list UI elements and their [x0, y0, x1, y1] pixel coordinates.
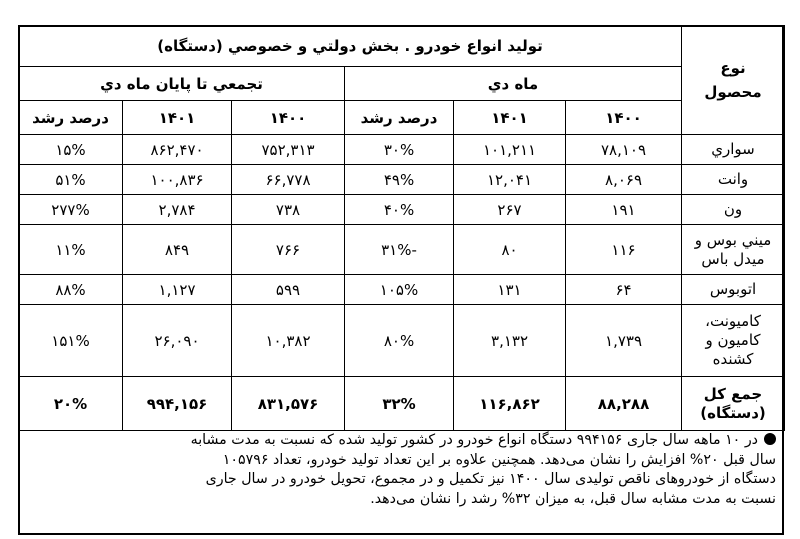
cell-cg: ۲۰%: [19, 377, 123, 431]
row-label-line: وانت: [717, 170, 749, 188]
cell-c1401: ۲۶,۰۹۰: [123, 305, 232, 377]
cell-c1401: ۸۴۹: [123, 225, 232, 275]
col-header-1401: ۱۴۰۱: [454, 101, 566, 135]
group-header-month: ماه دي: [345, 67, 682, 101]
cell-m1401: ۱۳۱: [454, 275, 566, 305]
cell-cg: ۱۵۱%: [19, 305, 123, 377]
cell-c1400: ۸۳۱,۵۷۶: [232, 377, 345, 431]
cell-cg: ۱۱%: [19, 225, 123, 275]
cell-m1401: ۱۱۶,۸۶۲: [454, 377, 566, 431]
cell-c1401: ۱,۱۲۷: [123, 275, 232, 305]
row-label: [682, 195, 785, 225]
row-label: [682, 225, 785, 275]
cell-c1400: ۵۹۹: [232, 275, 345, 305]
production-table: [18, 25, 785, 431]
corner-header-line: محصول: [704, 83, 762, 101]
table-row: [19, 195, 785, 225]
footnote: [24, 431, 776, 509]
cell-m1400: ۸,۰۶۹: [566, 165, 682, 195]
row-label: [682, 377, 785, 431]
table-row: [19, 135, 785, 165]
cell-c1401: ۱۰۰,۸۳۶: [123, 165, 232, 195]
cell-c1400: ۷۵۲,۳۱۳: [232, 135, 345, 165]
cell-m1401: ۳,۱۳۲: [454, 305, 566, 377]
col-header-1400: ۱۴۰۰: [566, 101, 682, 135]
cell-c1401: ۸۶۲,۴۷۰: [123, 135, 232, 165]
group-header-cumulative: تجمعي تا پايان ماه دي: [19, 67, 345, 101]
cell-m1401: ۲۶۷: [454, 195, 566, 225]
cell-mg: ۸۰%: [345, 305, 454, 377]
cell-m1401: ۱۲,۰۴۱: [454, 165, 566, 195]
row-label-line: (دستگاه): [700, 403, 766, 422]
cell-mg: ۴۹%: [345, 165, 454, 195]
cell-m1401: ۱۰۱,۲۱۱: [454, 135, 566, 165]
cell-mg: -۳۱%: [345, 225, 454, 275]
cell-c1400: ۶۶,۷۷۸: [232, 165, 345, 195]
col-header-growth: درصد رشد: [345, 101, 454, 135]
table-row: [19, 165, 785, 195]
footnote-line: نسبت به مدت مشابه سال قبل، به ميزان ۳۲% رشد را نشان می‌دهد.: [370, 490, 776, 507]
cell-m1400: ۱۱۶: [566, 225, 682, 275]
col-header-1400: ۱۴۰۰: [232, 101, 345, 135]
cell-m1400: ۷۸,۱۰۹: [566, 135, 682, 165]
table-row: [19, 225, 785, 275]
cell-m1400: ۱,۷۳۹: [566, 305, 682, 377]
cell-m1400: ۱۹۱: [566, 195, 682, 225]
cell-c1400: ۱۰,۳۸۲: [232, 305, 345, 377]
cell-cg: ۸۸%: [19, 275, 123, 305]
cell-mg: ۳۲%: [345, 377, 454, 431]
cell-c1401: ۲,۷۸۴: [123, 195, 232, 225]
total-row: [19, 377, 785, 431]
table-row: [19, 275, 785, 305]
row-label-line: كاميونت،: [705, 312, 761, 330]
row-label: [682, 275, 785, 305]
cell-mg: ۱۰۵%: [345, 275, 454, 305]
row-label-line: ميني بوس و: [694, 230, 772, 249]
cell-cg: ۲۷۷%: [19, 195, 123, 225]
row-label-line: ون: [723, 200, 743, 218]
col-header-growth: درصد رشد: [19, 101, 123, 135]
row-label: [682, 305, 785, 377]
cell-cg: ۱۵%: [19, 135, 123, 165]
col-header-1401: ۱۴۰۱: [123, 101, 232, 135]
cell-mg: ۴۰%: [345, 195, 454, 225]
row-label-line: جمع كل: [703, 384, 763, 403]
bullet-icon: [764, 433, 776, 445]
cell-mg: ۳۰%: [345, 135, 454, 165]
table-title: توليد انواع خودرو . بخش دولتي و خصوصي (دستگاه): [19, 26, 682, 67]
cell-c1400: ۷۶۶: [232, 225, 345, 275]
row-label-line: كشنده: [712, 350, 754, 368]
row-label: [682, 165, 785, 195]
row-label-line: كاميون و: [705, 331, 761, 349]
cell-c1401: ۹۹۴,۱۵۶: [123, 377, 232, 431]
table-row: [19, 305, 785, 377]
cell-cg: ۵۱%: [19, 165, 123, 195]
cell-c1400: ۷۳۸: [232, 195, 345, 225]
row-label-line: سواري: [711, 140, 755, 158]
footnote-line: دستگاه از خودروهای ناقص توليدی سال ۱۴۰۰ نيز تكميل و در مجموع، تحويل خودرو در سال جاری: [205, 471, 776, 487]
row-label: [682, 135, 785, 165]
cell-m1400: ۶۴: [566, 275, 682, 305]
cell-m1400: ۸۸,۲۸۸: [566, 377, 682, 431]
footnote-line: در ۱۰ ماهه سال جاری ۹۹۴۱۵۶ دستگاه انواع خودرو در كشور توليد شده كه نسبت به مدت مشابه: [24, 431, 776, 451]
row-label-line: ميدل باس: [701, 249, 765, 268]
row-label-line: اتوبوس: [709, 280, 757, 298]
corner-header-line: نوع: [720, 59, 746, 77]
product-type-header: [682, 26, 785, 135]
footnote-line: سال قبل ۲۰% افزايش را نشان می‌دهد. همچنين علاوه بر اين تعداد توليد خودرو، تعداد ۱۰۵۷۹۶: [222, 451, 776, 468]
cell-m1401: ۸۰: [454, 225, 566, 275]
